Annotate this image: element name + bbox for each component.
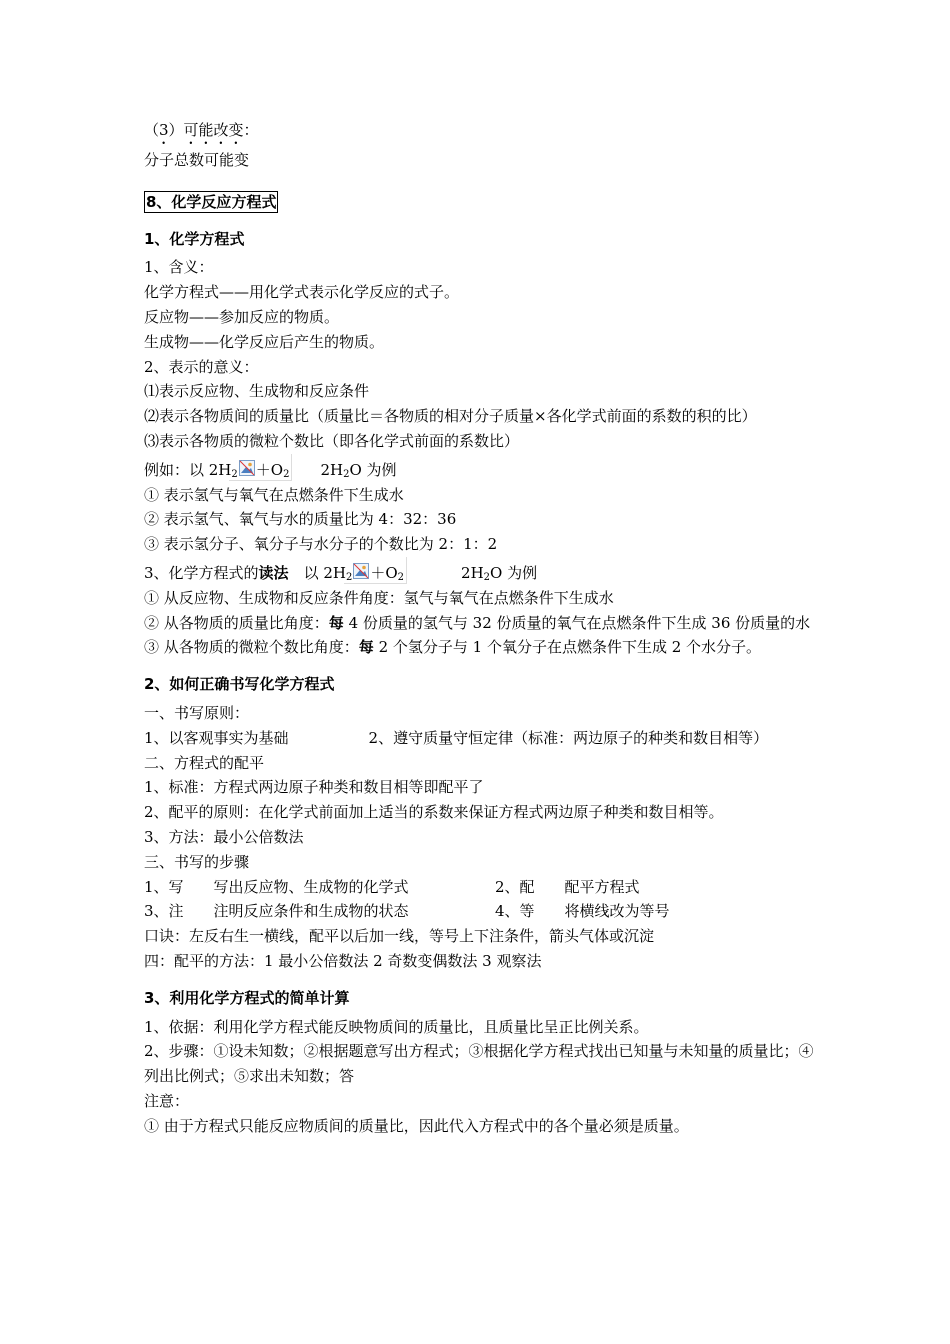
text-line: 化学方程式——用化学式表示化学反应的式子。 — [144, 283, 460, 302]
image-frame — [344, 557, 407, 584]
text-line: 四：配平的方法：1 最小公倍数法 2 奇数变偶数法 3 观察法 — [144, 951, 542, 970]
example-equation-2: 3、化学方程式的读法 以 $2H_2$ $+O_2$ $2H_2O$ 为例 — [144, 557, 814, 586]
text-line: ③ 从各物质的微粒个数比角度：每 2 个氢分子与 1 个氧分子在点燃条件下生成 2 个水分子。 — [144, 638, 762, 657]
text-line: 生成物——化学反应后产生的物质。 — [144, 332, 385, 351]
heading-write-equation: 2、如何正确书写化学方程式 — [144, 675, 335, 694]
text-possible-change: （3）可能改变： — [144, 121, 259, 139]
text-line: 三、书写的步骤 — [144, 852, 250, 871]
text-line: 反应物——参加反应的物质。 — [144, 307, 340, 326]
text-line: 3、方法：最小公倍数法 — [144, 827, 304, 846]
text-line: ③ 表示氢分子、氧分子与水分子的个数比为 2：1：2 — [144, 535, 498, 554]
document-page — [144, 118, 814, 1138]
section-heading-8 — [144, 190, 814, 215]
text-line: 二、方程式的配平 — [144, 753, 265, 772]
text-line: ⑵表示各物质间的质量比（质量比＝各物质的相对分子质量×各化学式前面的系数的积的比） — [144, 407, 757, 426]
text-line: 2、配平的原则：在化学式前面加上适当的系数来保证方程式两边原子种类和数目相等。 — [144, 803, 724, 822]
text-line: 1、依据：利用化学方程式能反映物质间的质量比，且质量比呈正比例关系。 — [144, 1017, 649, 1036]
heading-chemical-equation: 1、化学方程式 — [144, 229, 245, 248]
text-line: 注意： — [144, 1091, 190, 1110]
text-line — [144, 118, 814, 148]
boxed-heading: 8、化学反应方程式 — [146, 192, 277, 211]
example-equation-1: 例如：以 $2H_2$ $+O_2$ $2H_2O$ 为例 — [144, 454, 814, 483]
text-line: ⑶表示各物质的微粒个数比（即各化学式前面的系数比） — [144, 431, 520, 450]
text-line: 1、标准：方程式两边原子种类和数目相等即配平了 — [144, 778, 484, 797]
text-line: 一、书写原则： — [144, 703, 250, 722]
text-line: 2、表示的意义： — [144, 357, 259, 376]
text-line: ① 由于方程式只能反应物质间的质量比，因此代入方程式中的各个量必须是质量。 — [144, 1116, 689, 1135]
text-line: 口诀：左反右生一横线，配平以后加一线，等号上下注条件，箭头气体或沉淀 — [144, 927, 655, 946]
text-line: ① 从反应物、生成物和反应条件角度：氢气与氧气在点燃条件下生成水 — [144, 588, 614, 607]
image-frame — [229, 454, 292, 481]
text-line: 1、含义： — [144, 258, 214, 277]
text-line: ② 表示氢气、氧气与水的质量比为 4：32：36 — [144, 510, 457, 529]
text-line: ① 表示氢气与氧气在点燃条件下生成水 — [144, 485, 404, 504]
text-line: 1、写 写出反应物、生成物的化学式 2、配 配平方程式 — [144, 877, 640, 896]
text-line: ⑴表示反应物、生成物和反应条件 — [144, 382, 370, 401]
text-line: 1、以客观事实为基础 2、遵守质量守恒定律（标准：两边原子的种类和数目相等） — [144, 728, 769, 747]
heading-simple-calculation: 3、利用化学方程式的简单计算 — [144, 988, 350, 1007]
text-line: ② 从各物质的质量比角度：每 4 份质量的氢气与 32 份质量的氧气在点燃条件下生成 36 份质量的水 — [144, 613, 811, 632]
text-line: 分子总数可能变 — [144, 151, 250, 169]
text-line: 2、步骤：①设未知数；②根据题意写出方程式；③根据化学方程式找出已知量与未知量的质量比；④列出比例式；⑤求出未知数；答 — [144, 1042, 814, 1086]
text-line: 3、注 注明反应条件和生成物的状态 4、等 将横线改为等号 — [144, 902, 670, 921]
